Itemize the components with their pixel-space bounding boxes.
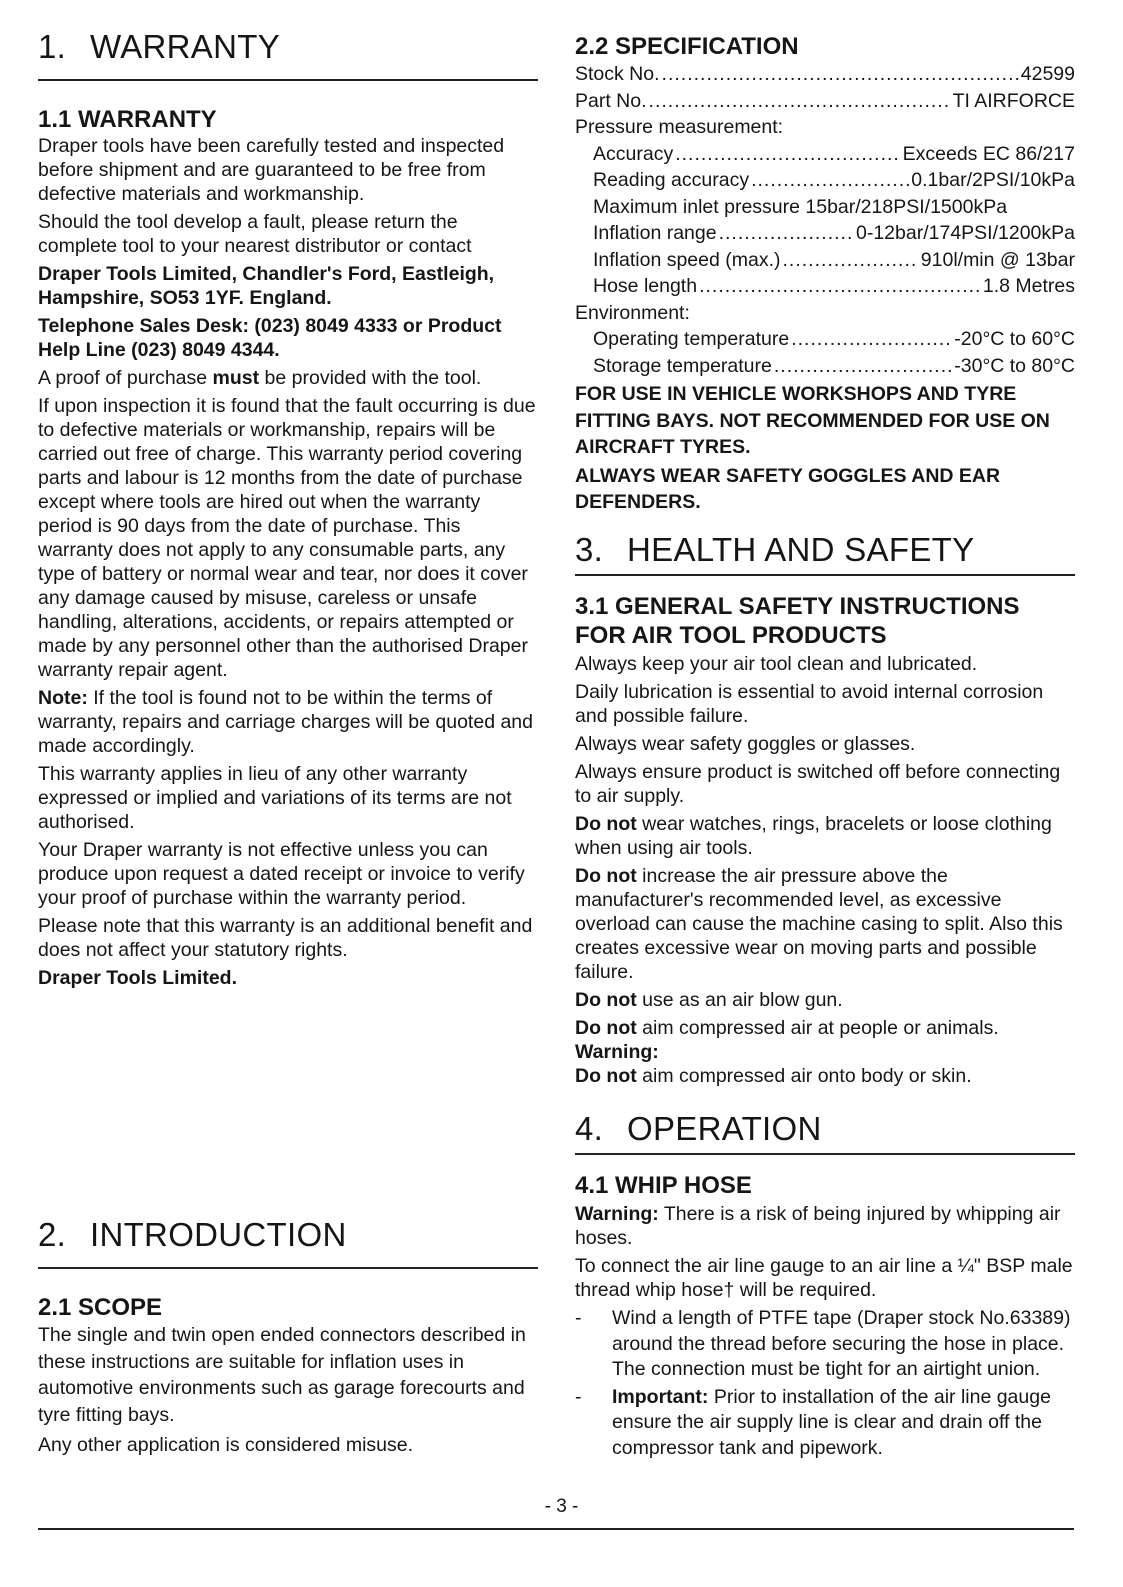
emphasis: Do not — [575, 1065, 637, 1087]
emphasis: Do not — [575, 865, 637, 887]
spec-row-hose — [575, 273, 1075, 300]
paragraph — [575, 1016, 1075, 1040]
spec-label: Part No. — [575, 89, 647, 112]
leader-dots — [675, 141, 900, 168]
text: aim compressed air onto body or skin. — [636, 1065, 972, 1087]
spec-row-operating-temp — [575, 326, 1075, 353]
leader-dots — [791, 326, 952, 353]
leader-dots — [649, 88, 951, 115]
section-heading-introduction — [38, 1218, 538, 1269]
warning-label: Warning: — [575, 1041, 659, 1063]
list-item — [575, 1385, 1075, 1462]
spec-label: Hose length — [593, 275, 698, 297]
list-item-text — [612, 1385, 1075, 1462]
paragraph: Always keep your air tool clean and lubricated. — [575, 653, 978, 675]
spec-value: Exceeds EC 86/217 — [902, 142, 1075, 165]
section-title: OPERATION — [627, 1110, 822, 1147]
section-title: INTRODUCTION — [90, 1216, 347, 1253]
leader-dots — [751, 167, 909, 194]
section-title: WARRANTY — [90, 28, 281, 65]
paragraph: Daily lubrication is essential to avoid internal corrosion and possible failure. — [575, 681, 1044, 727]
paragraph — [575, 864, 1075, 984]
text: be provided with the tool. — [259, 367, 482, 389]
leader-dots — [662, 61, 1019, 88]
subsection-heading: 4.1 WHIP HOSE — [575, 1172, 752, 1199]
spec-label: Reading accuracy — [593, 169, 750, 191]
text: A proof of purchase — [38, 367, 213, 389]
spec-label: Accuracy — [593, 142, 674, 165]
list-item — [575, 1306, 1075, 1383]
emphasis: Do not — [575, 813, 637, 835]
spec-value: TI AIRFORCE — [952, 89, 1075, 112]
paragraph: Draper tools have been carefully tested and inspected before shipment and are guaranteed to be free from defective materials and workmanship. — [38, 135, 505, 205]
spec-label: Storage temperature — [593, 354, 772, 377]
section-number: 4. — [575, 1110, 604, 1147]
signoff: Draper Tools Limited. — [38, 967, 237, 989]
subsection-heading: 2.1 SCOPE — [38, 1294, 163, 1321]
paragraph: Any other application is considered misuse. — [38, 1434, 414, 1456]
spec-row-accuracy — [575, 141, 1075, 168]
subsection-heading: 3.1 GENERAL SAFETY INSTRUCTIONS FOR AIR TOOL PRODUCTS — [575, 593, 1020, 649]
spec-row-inflation-range — [575, 220, 1075, 247]
spec-value: -20°C to 60°C — [954, 328, 1075, 350]
spec-row-reading — [575, 167, 1075, 194]
spec-row-inflation-speed — [575, 247, 1075, 274]
spec-group-label: Environment: — [575, 301, 690, 324]
text: aim compressed air at people or animals. — [636, 1017, 999, 1039]
list-item-text: Wind a length of PTFE tape (Draper stock No.63389) around the thread before securing the hose in place. The connection must be tight for an airtight union. — [612, 1307, 1071, 1380]
emphasis: Do not — [575, 989, 637, 1011]
subsection-heading: 1.1 WARRANTY — [38, 106, 217, 133]
section-heading-health-safety — [575, 533, 1075, 576]
paragraph — [575, 988, 1075, 1012]
spec-label: Operating temperature — [593, 328, 790, 350]
footer-divider — [38, 1528, 1074, 1530]
leader-dots — [699, 273, 981, 300]
spec-row-part — [575, 88, 1075, 115]
section-heading-operation — [575, 1112, 1075, 1155]
text: If the tool is found not to be within the terms of warranty, repairs and carriage charges will be quoted and made accordingly. — [38, 687, 533, 757]
section-number: 3. — [575, 531, 604, 568]
spec-label: Inflation speed (max.) — [593, 248, 781, 271]
paragraph: The single and twin open ended connectors described in these instructions are suitable for inflation uses in automotive environments such as garage forecourts and tyre fitting bays. — [38, 1324, 526, 1426]
spec-value: 42599 — [1020, 63, 1075, 85]
warning-paragraph — [575, 1202, 1075, 1250]
warranty-section — [38, 30, 538, 994]
note-label: Note: — [38, 687, 88, 709]
text: increase the air pressure above the manufacturer's recommended level, as excessive overload can cause the machine casing to split. Also this creates excessive wear on moving parts and possible failure. — [575, 865, 1063, 983]
note-paragraph — [38, 686, 538, 758]
spec-row-max-inlet: Maximum inlet pressure 15bar/218PSI/1500kPa — [593, 195, 1008, 218]
section-heading-warranty — [38, 30, 538, 81]
spec-value: 0-12bar/174PSI/1200kPa — [856, 222, 1075, 244]
emphasis: must — [212, 367, 260, 389]
spec-value: 910l/min @ 13bar — [920, 248, 1075, 271]
introduction-section — [38, 1218, 538, 1463]
paragraph: Your Draper warranty is not effective unless you can produce upon request a dated receipt or invoice to verify your proof of purchase within the warranty period. — [38, 839, 525, 909]
paragraph: If upon inspection it is found that the fault occurring is due to defective materials or workmanship, repairs will be carried out free of charge. This warranty period covering parts and labour is 12 months from the date of purchase except where tools are hired out when the warranty period is 90 days from the date of purchase. This warranty does not apply to any consumable parts, any type of battery or normal wear and tear, nor does it cover any damage caused by misuse, careless or unsafe handling, alterations, accidents, or repairs attempted or made by any personnel other than the authorised Draper warranty repair agent. — [38, 395, 536, 681]
spec-value: 1.8 Metres — [982, 275, 1075, 297]
leader-dots — [783, 247, 919, 274]
text: Prior to installation of the air line gauge ensure the air supply line is clear and drain off the compressor tank and pipework. — [612, 1385, 1051, 1459]
paragraph — [575, 1064, 1075, 1088]
phone-numbers: Telephone Sales Desk: (023) 8049 4333 or Product Help Line (023) 8049 4344. — [38, 315, 502, 361]
section-number: 2. — [38, 1216, 67, 1253]
specification-section — [575, 32, 1075, 516]
spec-row-stock — [575, 61, 1075, 88]
safety-warning: ALWAYS WEAR SAFETY GOGGLES AND EAR DEFENDERS. — [575, 464, 1001, 513]
spec-value: -30°C to 80°C — [954, 354, 1075, 377]
spec-group-label: Pressure measurement: — [575, 116, 784, 138]
subsection-heading: 2.2 SPECIFICATION — [575, 33, 799, 60]
health-safety-section — [575, 533, 1075, 1092]
paragraph — [575, 812, 1075, 860]
operation-section — [575, 1112, 1075, 1463]
bullet-dash: - — [575, 1307, 582, 1329]
spec-value: 0.1bar/2PSI/10kPa — [911, 169, 1075, 191]
leader-dots — [719, 220, 854, 247]
paragraph: Always wear safety goggles or glasses. — [575, 733, 916, 755]
section-number: 1. — [38, 28, 67, 65]
spec-label: Stock No. — [575, 63, 660, 85]
text: use as an air blow gun. — [636, 989, 843, 1011]
paragraph: Please note that this warranty is an additional benefit and does not affect your statutory rights. — [38, 915, 533, 961]
text: There is a risk of being injured by whipping air hoses. — [575, 1203, 1061, 1249]
usage-warning: FOR USE IN VEHICLE WORKSHOPS AND TYRE FITTING BAYS. NOT RECOMMENDED FOR USE ON AIRCRAFT TYRES. — [575, 383, 1050, 458]
warning-label: Warning: — [575, 1203, 659, 1225]
text: wear watches, rings, bracelets or loose clothing when using air tools. — [575, 813, 1052, 859]
leader-dots — [774, 353, 952, 380]
paragraph: Always ensure product is switched off before connecting to air supply. — [575, 761, 1061, 807]
emphasis: Do not — [575, 1017, 637, 1039]
spec-row-storage-temp — [575, 353, 1075, 380]
paragraph — [38, 366, 538, 390]
page-number: - 3 - — [544, 1496, 579, 1517]
spec-label: Inflation range — [593, 222, 717, 244]
important-label: Important: — [612, 1385, 709, 1408]
section-title: HEALTH AND SAFETY — [627, 531, 975, 568]
address: Draper Tools Limited, Chandler's Ford, Eastleigh, Hampshire, SO53 1YF. England. — [38, 263, 495, 309]
paragraph: Should the tool develop a fault, please return the complete tool to your nearest distributor or contact — [38, 211, 472, 257]
paragraph: To connect the air line gauge to an air line a ¼" BSP male thread whip hose† will be required. — [575, 1255, 1073, 1301]
paragraph: This warranty applies in lieu of any other warranty expressed or implied and variations of its terms are not authorised. — [38, 763, 512, 833]
bullet-dash: - — [575, 1385, 582, 1408]
